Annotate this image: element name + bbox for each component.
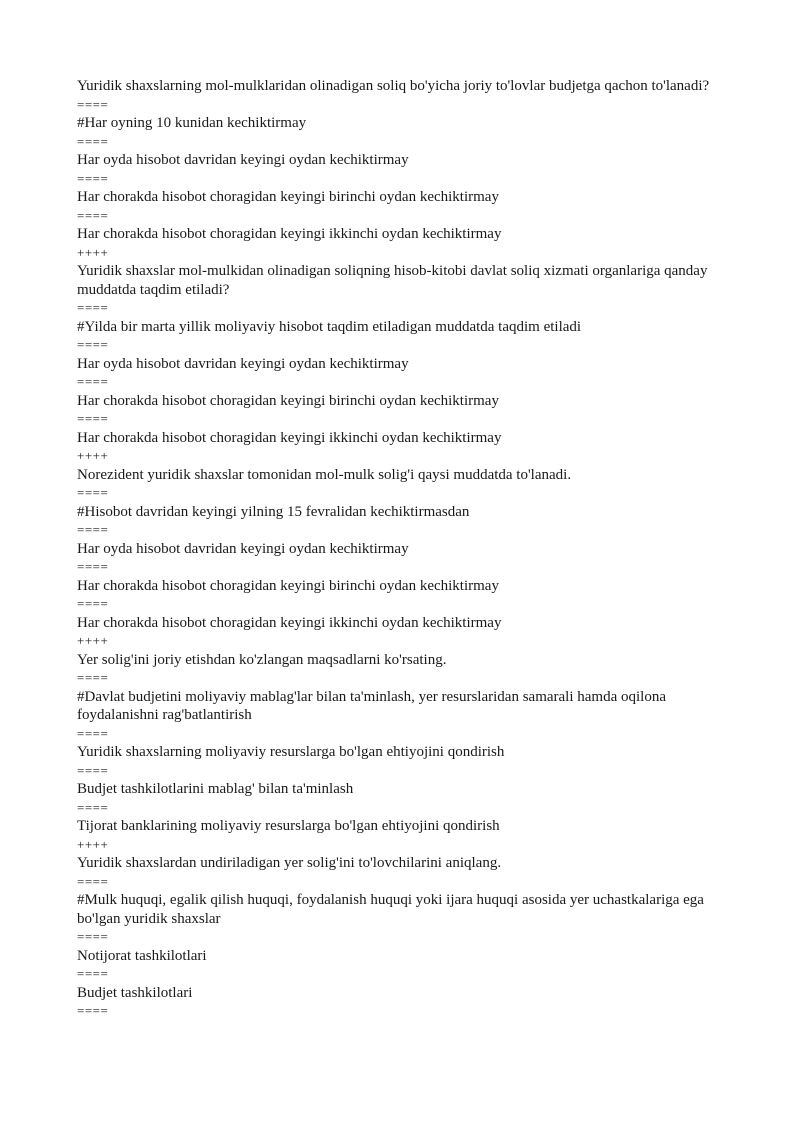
separator-line: ==== (77, 873, 109, 889)
separator-line: ++++ (77, 244, 109, 260)
answer-option: Har chorakda hisobot choragidan keyingi ikkinchi oydan kechiktirmay (77, 429, 502, 446)
separator-line: ==== (77, 762, 109, 778)
separator-line: ==== (77, 133, 109, 149)
answer-option: Har oyda hisobot davridan keyingi oydan kechiktirmay (77, 355, 409, 372)
separator-line: ==== (77, 929, 109, 944)
separator-line: ==== (77, 596, 109, 611)
answer-option: Yuridik shaxslarning moliyaviy resurslarga bo'lgan ehtiyojini qondirish (77, 744, 505, 760)
question-text: Norezident yuridik shaxslar tomonidan mol-mulk solig'i qaysi muddatda to'lanadi. (77, 466, 572, 483)
separator-line: ==== (77, 337, 109, 352)
answer-option: #Mulk huquqi, egalik qilish huquqi, foydalanish huquqi yoki ijara huquqi asosida yer uchastkalariga ega bo'lgan yuridik shaxslar (77, 892, 704, 927)
separator-line: ==== (77, 799, 109, 815)
separator-line: ==== (77, 522, 109, 537)
separator-line: ==== (77, 170, 109, 186)
separator-line: ==== (77, 374, 109, 389)
answer-option: Tijorat banklarining moliyaviy resurslarga bo'lgan ehtiyojini qondirish (77, 818, 500, 834)
question-text: Yuridik shaxslardan undiriladigan yer solig'ini to'lovchilarini aniqlang. (77, 855, 502, 871)
document-page (77, 77, 717, 1021)
separator-line: ==== (77, 96, 109, 112)
answer-option: Notijorat tashkilotlari (77, 947, 207, 964)
separator-line: ==== (77, 207, 109, 223)
answer-option: Har oyda hisobot davridan keyingi oydan kechiktirmay (77, 540, 409, 557)
separator-line: ==== (77, 966, 109, 981)
separator-line: ++++ (77, 448, 109, 463)
separator-line: ++++ (77, 836, 109, 852)
separator-line: ==== (77, 725, 109, 741)
separator-line: ==== (77, 670, 109, 685)
question-text: Yuridik shaxslarning mol-mulklaridan olinadigan soliq bo'yicha joriy to'lovlar budjetga qachon to'lanadi? (77, 78, 710, 94)
answer-option: Har chorakda hisobot choragidan keyingi birinchi oydan kechiktirmay (77, 577, 499, 594)
separator-line: ==== (77, 1003, 109, 1018)
answer-option: #Har oyning 10 kunidan kechiktirmay (77, 115, 307, 131)
answer-option: #Davlat budjetini moliyaviy mablag'lar bilan ta'minlash, yer resurslaridan samarali hamda oqilona foydalanishni rag'batlantirish (77, 688, 666, 723)
answer-option: #Hisobot davridan keyingi yilning 15 fevralidan kechiktirmasdan (77, 503, 470, 520)
answer-option: #Yilda bir marta yillik moliyaviy hisobot taqdim etiladigan muddatda taqdim etiladi (77, 318, 582, 335)
answer-option: Har oyda hisobot davridan keyingi oydan kechiktirmay (77, 152, 409, 168)
answer-option: Budjet tashkilotlarini mablag' bilan ta'minlash (77, 781, 354, 797)
question-text: Yuridik shaxslar mol-mulkidan olinadigan soliqning hisob-kitobi davlat soliq xizmati organlariga qanday muddatda taqdim etiladi? (77, 263, 708, 298)
answer-option: Budjet tashkilotlari (77, 984, 193, 1001)
answer-option: Har chorakda hisobot choragidan keyingi birinchi oydan kechiktirmay (77, 392, 499, 409)
answer-option: Har chorakda hisobot choragidan keyingi ikkinchi oydan kechiktirmay (77, 226, 502, 242)
separator-line: ++++ (77, 633, 109, 648)
answer-option: Har chorakda hisobot choragidan keyingi ikkinchi oydan kechiktirmay (77, 614, 502, 631)
separator-line: ==== (77, 559, 109, 574)
separator-line: ==== (77, 411, 109, 426)
answer-option: Har chorakda hisobot choragidan keyingi birinchi oydan kechiktirmay (77, 189, 499, 205)
separator-line: ==== (77, 300, 109, 315)
separator-line: ==== (77, 485, 109, 500)
question-text: Yer solig'ini joriy etishdan ko'zlangan maqsadlarni ko'rsating. (77, 651, 447, 668)
